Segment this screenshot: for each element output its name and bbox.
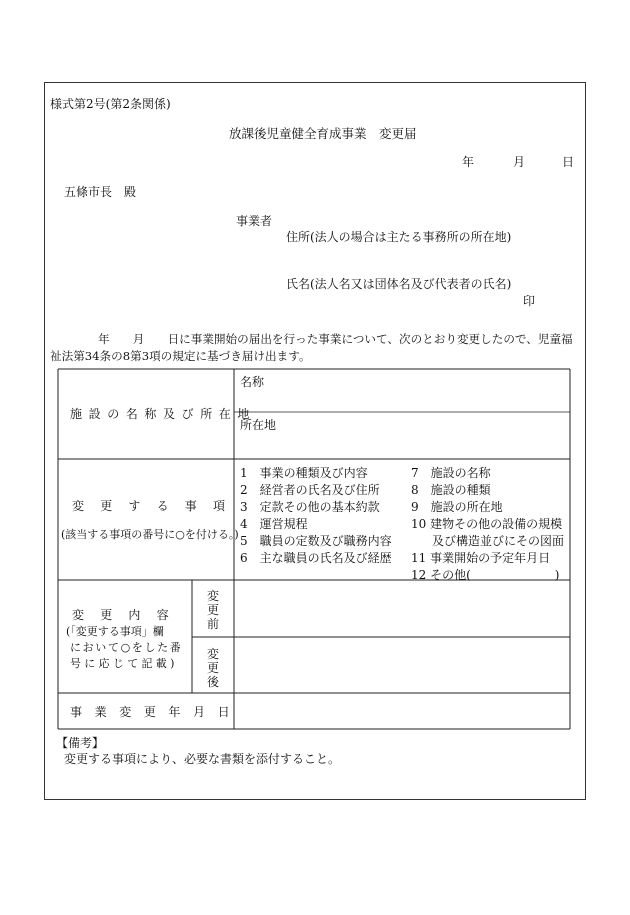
- content-note-line3: 号に応じて記載): [70, 657, 178, 670]
- content-label: 変更内容: [72, 608, 185, 622]
- change-item: 10 建物その他の設備の規模: [411, 517, 563, 531]
- name-label: 氏名(法人名又は団体名及び代表者の氏名): [286, 277, 512, 291]
- seal-mark: 印: [523, 294, 536, 308]
- change-item: 8 施設の種類: [411, 483, 491, 497]
- remarks-text: 変更する事項により、必要な書類を添付すること。: [64, 752, 341, 766]
- change-items-note: (該当する事項の番号に○を付ける。): [61, 528, 239, 541]
- content-note-line2: において○をした番: [70, 641, 183, 654]
- change-item: 12 その他( ): [411, 568, 560, 582]
- remarks-heading: 【備考】: [56, 736, 105, 750]
- date-year: 年: [462, 155, 475, 169]
- date-day: 日: [562, 155, 575, 169]
- change-item: 7 施設の名称: [411, 466, 491, 480]
- date-month: 月: [513, 155, 526, 169]
- facility-name-label: 名称: [240, 375, 265, 389]
- change-item: 1 事業の種類及び内容: [240, 466, 368, 480]
- addressee: 五條市長 殿: [64, 185, 137, 199]
- applicant-label: 事業者: [236, 214, 273, 228]
- change-item: 5 職員の定数及び職務内容: [240, 534, 392, 548]
- content-note-line1: (「変更する事項」欄: [66, 625, 164, 638]
- body-text-line2: 祉法第34条の8第3項の規定に基づき届け出ます。: [50, 349, 311, 363]
- body-text-line1: 年 月 日に事業開始の届出を行った事業について、次のとおり変更したので、児童福: [98, 332, 573, 346]
- change-item: 2 経営者の氏名及び住所: [240, 483, 380, 497]
- facility-address-label: 所在地: [240, 418, 277, 432]
- change-date-label: 事業変更年月日: [70, 705, 243, 719]
- change-item: 及び構造並びにその図面: [432, 534, 565, 548]
- change-item: 3 定款その他の基本約款: [240, 500, 380, 514]
- form-number: 様式第2号(第2条関係): [50, 97, 171, 111]
- form-title: 放課後児童健全育成事業 変更届: [229, 126, 417, 141]
- change-item: 11 事業開始の予定年月日: [411, 551, 551, 565]
- change-item: 6 主な職員の氏名及び経歴: [240, 551, 392, 565]
- change-items-label: 変更する事項: [72, 499, 242, 513]
- facility-label: 施設の名称及び所在地: [70, 407, 257, 421]
- change-item: 4 運営規程: [240, 517, 308, 531]
- address-label: 住所(法人の場合は主たる事務所の所在地): [286, 230, 512, 244]
- change-item: 9 施設の所在地: [411, 500, 503, 514]
